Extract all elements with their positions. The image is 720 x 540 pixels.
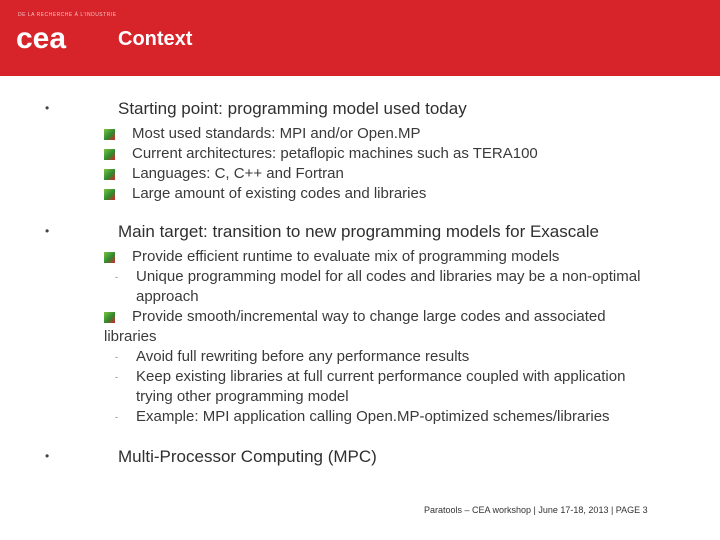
bullet-square-icon: [104, 149, 115, 160]
sub-bullet-dash: -: [115, 272, 118, 282]
sub-bullet-dash: -: [115, 372, 118, 382]
footer-text: Paratools – CEA workshop | June 17-18, 2013 | PAGE 3: [424, 505, 648, 515]
bullet-dot-3: •: [45, 449, 50, 463]
cea-logo-text: cea: [16, 24, 67, 54]
section-2-item-1-sub-1-line-2: approach: [136, 288, 199, 305]
sub-bullet-dash: -: [115, 412, 118, 422]
bullet-square-icon: [104, 129, 115, 140]
bullet-square-icon: [104, 189, 115, 200]
section-3-heading: Multi-Processor Computing (MPC): [118, 447, 377, 466]
header-sub-label: DE LA RECHERCHE À L'INDUSTRIE: [18, 12, 117, 18]
section-1-item-2: Current architectures: petaflopic machines such as TERA100: [132, 145, 538, 162]
section-2-item-2-sub-2-line-1: Keep existing libraries at full current performance coupled with application: [136, 368, 626, 385]
section-2-item-2-sub-1: Avoid full rewriting before any performance results: [136, 348, 470, 365]
cea-logo-icon: [16, 24, 76, 54]
section-1-item-4: Large amount of existing codes and libraries: [132, 185, 427, 202]
page-title: Context: [118, 28, 193, 50]
bullet-dot-1: •: [45, 101, 50, 115]
section-2-item-2-line-2: libraries: [104, 328, 157, 345]
section-2-item-2-sub-2-line-2: trying other programming model: [136, 388, 349, 405]
bullet-square-icon: [104, 312, 115, 323]
bullet-dot-2: •: [45, 224, 50, 238]
header-bar: [0, 0, 720, 76]
section-2-item-2-sub-3: Example: MPI application calling Open.MP-optimized schemes/libraries: [136, 408, 610, 425]
section-1-item-1: Most used standards: MPI and/or Open.MP: [132, 125, 421, 142]
section-2-item-1-sub-1-line-1: Unique programming model for all codes and libraries may be a non-optimal: [136, 268, 641, 285]
bullet-square-icon: [104, 169, 115, 180]
section-1-item-3: Languages: C, C++ and Fortran: [132, 165, 344, 182]
section-2-item-1: Provide efficient runtime to evaluate mix of programming models: [132, 248, 560, 265]
section-2-heading: Main target: transition to new programming models for Exascale: [118, 222, 599, 241]
sub-bullet-dash: -: [115, 352, 118, 362]
cea-logo: [16, 24, 76, 59]
section-1-heading: Starting point: programming model used today: [118, 99, 467, 118]
bullet-square-icon: [104, 252, 115, 263]
section-2-item-2-line-1: Provide smooth/incremental way to change large codes and associated: [132, 308, 606, 325]
